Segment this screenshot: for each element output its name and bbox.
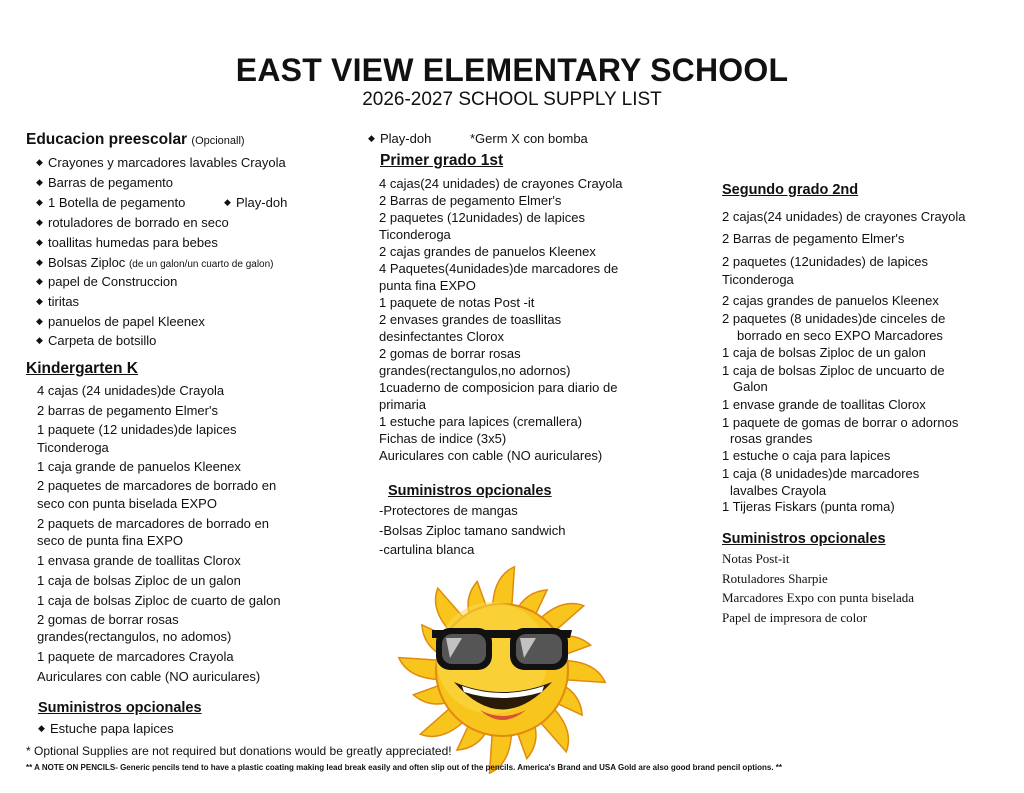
list-item: grandes(rectangulos, no adomos) (37, 629, 232, 644)
list-item: 1 paquete de notas Post -it (379, 295, 535, 310)
list-item: grandes(rectangulos,no adornos) (379, 363, 571, 378)
list-item: Barras de pegamento (48, 175, 174, 190)
list-item: 1 envase grande de toallitas Clorox (722, 397, 926, 412)
list-item: -cartulina blanca (379, 542, 475, 557)
bullet-icon: ◆ (224, 197, 231, 207)
list-item: 2 envases grandes de toasllitas (379, 312, 562, 327)
list-item: Galon (733, 379, 768, 394)
bullet-icon: ◆ (38, 723, 45, 733)
second-grade-heading: Segundo grado 2nd (722, 182, 859, 198)
list-item: desinfectantes Clorox (379, 329, 505, 344)
list-item: Ticonderoga (37, 440, 109, 455)
list-item: 2 Barras de pegamento Elmer's (379, 193, 562, 208)
list-item: -Bolsas Ziploc tamano sandwich (379, 522, 566, 538)
list-item: tiritas (48, 294, 80, 309)
bullet-icon: ◆ (36, 316, 43, 326)
list-item: 2 gomas de borrar rosas (379, 346, 521, 361)
list-item (48, 254, 274, 273)
bullet-icon: ◆ (36, 257, 43, 267)
pencil-note: ** A NOTE ON PENCILS- Generic pencils tend to have a plastic coating making lead break easily and often slip out of the pencils. America's Brand and USA Gold are also good brand pencil options. ** (26, 763, 782, 772)
list-item: Rotuladores Sharpie (722, 570, 828, 586)
preschool-heading (26, 131, 245, 149)
list-item: primaria (379, 397, 426, 412)
list-item: Ticonderoga (722, 272, 794, 287)
list-item: 2 paquetes (8 unidades)de cinceles de (722, 311, 946, 326)
first-grade-heading: Primer grado 1st (380, 152, 504, 169)
bullet-icon: ◆ (368, 133, 375, 143)
list-item: 4 Paquetes(4unidades)de marcadores de (379, 261, 619, 276)
list-item: 1 paquete de gomas de borrar o adornos (722, 415, 959, 430)
second-grade-optional-heading: Suministros opcionales (722, 531, 886, 547)
list-item: 2 paquetes (12unidades) de lapices (722, 254, 928, 269)
list-item: seco con punta biselada EXPO (37, 496, 217, 511)
list-item: 2 paquets de marcadores de borrado en (37, 516, 269, 531)
list-item: Carpeta de botsillo (48, 333, 157, 348)
list-item: 2 cajas grandes de panuelos Kleenex (379, 244, 596, 259)
list-item: Papel de impresora de color (722, 609, 868, 625)
list-item: 1 envasa grande de toallitas Clorox (37, 553, 241, 568)
list-item: 2 cajas(24 unidades) de crayones Crayola (722, 209, 966, 224)
list-item: 4 cajas (24 unidades)de Crayola (37, 383, 225, 398)
list-item: *Germ X con bomba (470, 131, 588, 146)
list-item: Ticonderoga (379, 227, 451, 242)
list-item: 1 caja de bolsas Ziploc de un galon (722, 345, 926, 360)
list-item: 1 paquete de marcadores Crayola (37, 649, 234, 664)
list-item: 2 paquetes (12unidades) de lapices (379, 210, 585, 225)
list-item: Play-doh (236, 195, 288, 210)
list-item: rotuladores de borrado en seco (48, 215, 229, 230)
list-item: 1 estuche para lapices (cremallera) (379, 414, 583, 429)
list-item: Auriculares con cable (NO auriculares) (379, 448, 603, 463)
list-item-note: (de un galon/un cuarto de galon) (128, 259, 274, 270)
list-item: 1 caja de bolsas Ziploc de cuarto de galon (37, 593, 281, 608)
list-item: 1 paquete (12 unidades)de lapices (37, 422, 237, 437)
bullet-icon: ◆ (36, 217, 43, 227)
sun-with-sunglasses-icon (392, 562, 612, 774)
list-item: 1 estuche o caja para lapices (722, 448, 891, 463)
list-item: -Protectores de mangas (379, 503, 518, 518)
list-item: Marcadores Expo con punta biselada (722, 590, 915, 605)
list-item: borrado en seco EXPO Marcadores (737, 328, 943, 343)
list-item: 1 caja de bolsas Ziploc de un galon (37, 573, 241, 588)
list-item: 1 caja (8 unidades)de marcadores (722, 466, 920, 481)
list-item: 2 gomas de borrar rosas (37, 612, 179, 627)
list-item: Crayones y marcadores lavables Crayola (48, 155, 286, 170)
preschool-heading-note: (Opcionall) (191, 135, 245, 147)
kindergarten-heading: Kindergarten K (26, 360, 138, 377)
optional-supplies-note: * Optional Supplies are not required but donations would be greatly appreciated! (26, 744, 452, 758)
list-item: Auriculares con cable (NO auriculares) (37, 669, 261, 684)
first-grade-list (379, 175, 679, 464)
list-item: Fichas de indice (3x5) (379, 431, 507, 446)
list-item: 4 cajas(24 unidades) de crayones Crayola (379, 176, 623, 191)
list-item: papel de Construccion (48, 274, 178, 289)
bullet-icon: ◆ (36, 237, 43, 247)
list-item: Notas Post-it (722, 551, 790, 566)
bullet-icon: ◆ (36, 276, 43, 286)
preschool-heading-text: Educacion preescolar (26, 131, 188, 148)
bullet-icon: ◆ (36, 157, 43, 167)
list-item: Estuche papa lapices (50, 721, 174, 736)
list-item: lavalbes Crayola (730, 483, 827, 498)
list-item: 1 Botella de pegamento (48, 195, 186, 210)
list-item: 1cuaderno de composicion para diario de (379, 380, 618, 395)
bullet-icon: ◆ (36, 335, 43, 345)
page-title: EAST VIEW ELEMENTARY SCHOOL (235, 52, 789, 88)
list-item: Play-doh (380, 131, 432, 146)
list-item: punta fina EXPO (379, 278, 476, 293)
bullet-icon: ◆ (36, 296, 43, 306)
kindergarten-optional-heading: Suministros opcionales (38, 700, 202, 716)
page-subtitle: 2026-2027 SCHOOL SUPPLY LIST (362, 89, 662, 110)
second-grade-optional-list (722, 549, 914, 627)
first-grade-optional-heading: Suministros opcionales (388, 483, 552, 499)
list-item: 2 Barras de pegamento Elmer's (722, 231, 905, 246)
bullet-icon: ◆ (36, 177, 43, 187)
list-item: seco de punta fina EXPO (37, 533, 183, 548)
list-item: 1 caja grande de panuelos Kleenex (37, 459, 241, 474)
list-item: panuelos de papel Kleenex (48, 314, 205, 329)
list-item: 1 caja de bolsas Ziploc de uncuarto de (722, 363, 945, 378)
list-item: 2 paquetes de marcadores de borrado en (37, 478, 277, 493)
list-item: toallitas humedas para bebes (48, 235, 218, 250)
list-item: 1 Tijeras Fiskars (punta roma) (722, 499, 895, 514)
bullet-icon: ◆ (36, 197, 43, 207)
list-item: 2 cajas grandes de panuelos Kleenex (722, 293, 939, 308)
first-grade-optional-list (379, 501, 565, 560)
list-item: rosas grandes (730, 431, 813, 446)
list-item: 2 barras de pegamento Elmer's (37, 403, 218, 418)
list-item-text: Bolsas Ziploc (48, 255, 126, 270)
